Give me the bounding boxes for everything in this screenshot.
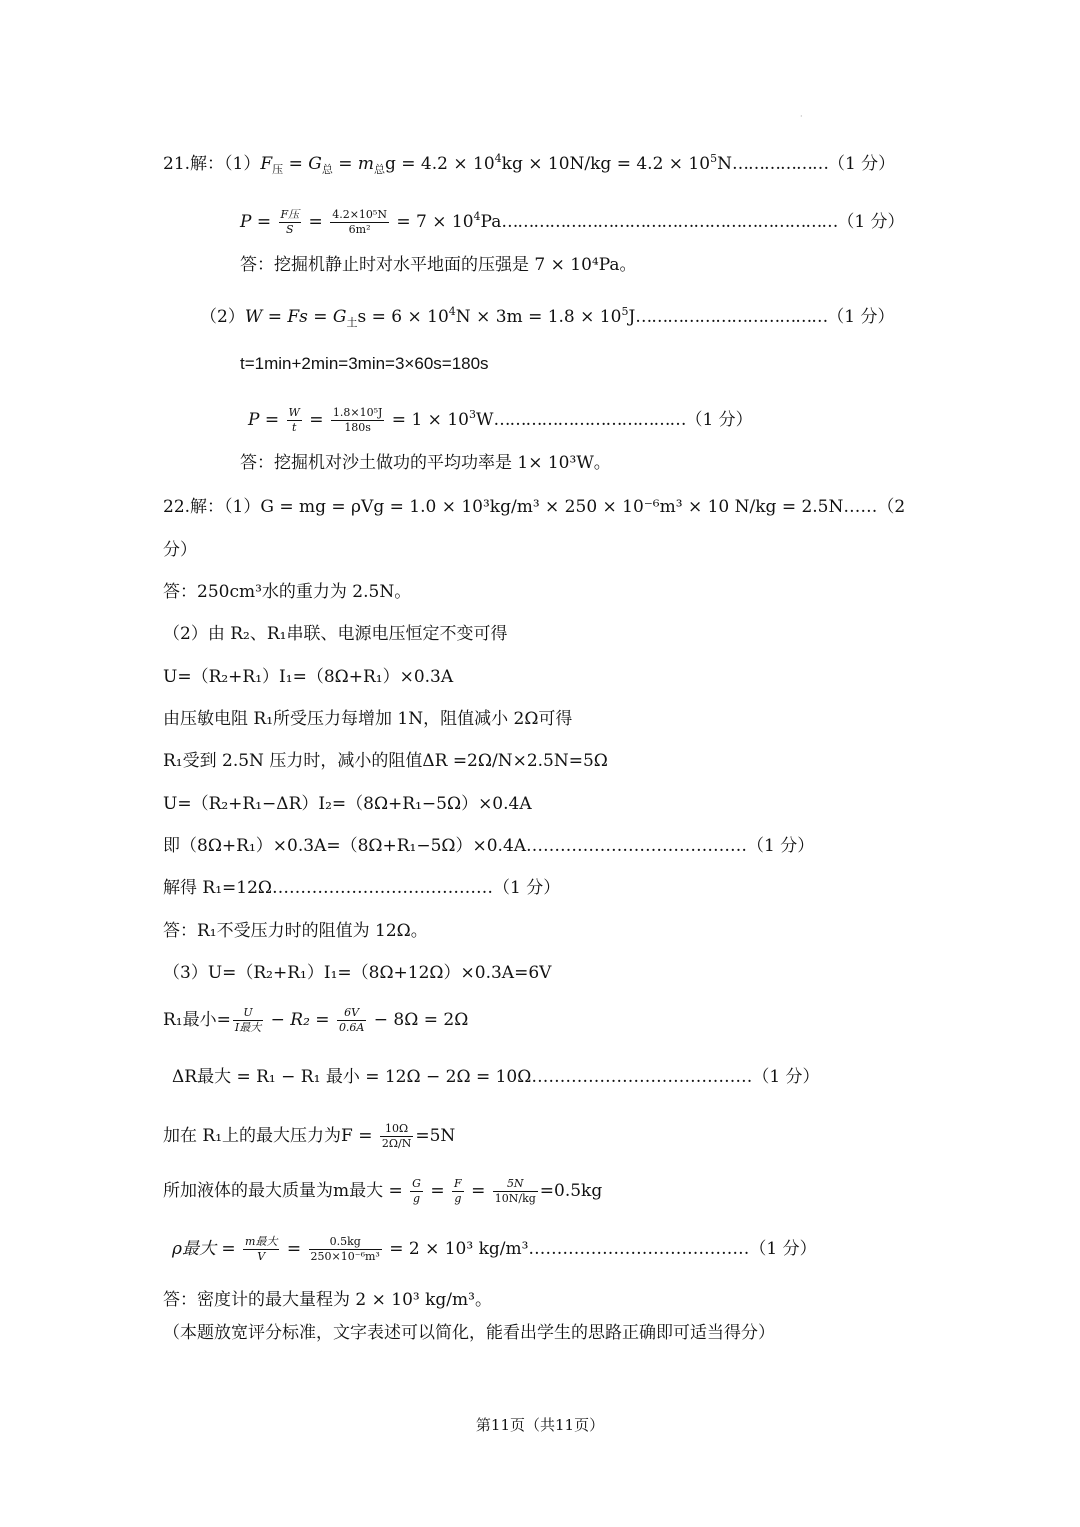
fraction-m-v	[243, 1235, 279, 1264]
q22-part2-line6: 解得 R₁=12Ω…………………………………（1 分）	[163, 878, 561, 898]
fraction-values	[493, 1177, 538, 1206]
q21-part1-num: （1）	[224, 154, 261, 174]
eq-rest3: N	[717, 154, 732, 174]
exp: 3	[468, 408, 476, 421]
fraction-g-g	[410, 1177, 423, 1206]
q22-part3-line1: （3）U=（R₂+R₁）I₁=（8Ω+12Ω）×0.3A=6V	[163, 963, 552, 983]
q22-part3-line3: ΔR最大 = R₁ − R₁ 最小 = 12Ω − 2Ω = 10Ω…………………………………（1 分）	[172, 1067, 820, 1087]
fraction-values	[330, 208, 389, 237]
den2: 6m²	[348, 223, 371, 236]
q22-part2-intro: （2）由 R₂、R₁串联、电源电压恒定不变可得	[163, 624, 508, 644]
rest2: N × 3m = 1.8 × 10	[455, 307, 622, 327]
q22-part2-line2: 由压敏电阻 R₁所受压力每增加 1N，阻值减小 2Ω可得	[163, 709, 573, 729]
fraction-f-g	[452, 1177, 464, 1206]
q22-part3-answer: 答：密度计的最大量程为 2 × 10³ kg/m³。	[163, 1290, 492, 1310]
den: I最大	[234, 1021, 262, 1034]
fraction-values	[337, 1006, 366, 1035]
exp: 4	[473, 210, 481, 223]
rest: = 7 × 10	[390, 212, 474, 232]
num2: 4.2×10⁵N	[332, 208, 387, 221]
fraction-values	[331, 406, 385, 435]
sub: 土	[346, 316, 358, 329]
q22-part2-line3: R₁受到 2.5N 压力时，减小的阻值ΔR =2Ω/N×2.5N=5Ω	[163, 751, 608, 771]
q22-part2-line1: U=（R₂+R₁）I₁=（8Ω+R₁）×0.3A	[163, 667, 454, 687]
num2: 0.5kg	[309, 1235, 382, 1250]
eq-g: = G	[283, 154, 322, 174]
rest: = 1 × 10	[386, 410, 469, 430]
sub-zong: 总	[321, 163, 333, 176]
q22-label: 22.解：	[163, 497, 225, 517]
rest3: J	[628, 307, 636, 327]
score: （1 分）	[685, 410, 753, 430]
q21-part1-eq2	[240, 200, 905, 239]
den: 2Ω/N	[381, 1137, 412, 1150]
grading-note: （本题放宽评分标准，文字表述可以简化，能看出学生的思路正确即可适当得分）	[163, 1323, 775, 1343]
rest: − 8Ω = 2Ω	[368, 1010, 469, 1030]
exp1: 4	[494, 152, 502, 165]
rest: = 2 × 10³ kg/m³…………………………………（1 分）	[383, 1239, 817, 1259]
den2: 180s	[344, 421, 371, 434]
lhs-p: P =	[240, 212, 277, 232]
den3: 10N/kg	[494, 1192, 536, 1205]
num: F压	[280, 208, 300, 221]
q22-part2-answer: 答：R₁不受压力时的阻值为 12Ω。	[163, 921, 428, 941]
exp1: 4	[448, 305, 456, 318]
q21-part1-answer: 答：挖掘机静止时对水平地面的压强是 7 × 10⁴Pa。	[240, 255, 637, 275]
eq: （1）G = mg = ρVg = 1.0 × 10³kg/m³ × 250 × 10⁻⁶m³ × 10 N/kg = 2.5N……（2	[224, 497, 906, 517]
rest: =5N	[415, 1126, 456, 1146]
exp2: 5	[621, 305, 629, 318]
q22-part2-line5: 即（8Ω+R₁）×0.3A=（8Ω+R₁−5Ω）×0.4A…………………………………（1 分）	[163, 836, 815, 856]
var-f: F	[260, 154, 273, 174]
dots: ………………	[731, 154, 828, 174]
q22-part1-eq	[163, 496, 905, 518]
num: 10Ω	[380, 1122, 413, 1137]
q22-part3-line2	[163, 1000, 468, 1040]
unit: Pa	[480, 212, 502, 232]
num1: G	[412, 1177, 421, 1190]
rest: =0.5kg	[539, 1181, 603, 1201]
pre: 加在 R₁上的最大压力为F =	[163, 1126, 378, 1146]
corner-mark: ·	[800, 112, 803, 121]
q21-part2-eq1	[200, 301, 895, 334]
q21-part2-answer: 答：挖掘机对沙土做功的平均功率是 1× 10³W。	[240, 453, 611, 473]
fraction-u-i	[233, 1006, 263, 1035]
dots: ………………………………	[635, 307, 828, 327]
num2: 1.8×10⁵J	[332, 406, 383, 419]
pre: 所加液体的最大质量为m最大 =	[163, 1181, 409, 1201]
q22-part3-line4	[163, 1118, 455, 1154]
fraction-f-s	[279, 208, 302, 237]
eq-rest: g = 4.2 × 10	[384, 154, 495, 174]
exp2: 5	[710, 152, 718, 165]
den2: 250×10⁻⁶m³	[310, 1250, 380, 1263]
num2: F	[454, 1177, 462, 1190]
den2: g	[454, 1192, 462, 1205]
num: U	[233, 1006, 263, 1021]
dots: ………………………………	[493, 410, 686, 430]
num2: 6V	[337, 1006, 366, 1021]
sub-ya: 压	[272, 163, 284, 176]
q22-part3-line6: ρ最大 = $\frac{\text{m最大}}{V}$ = $\frac{0.5kg}{\text{250×10⁻⁶m³}}$ = 2 × 10³ kg/m³…………………………………（1 分）	[172, 1235, 817, 1263]
fraction-force	[380, 1122, 413, 1151]
score: （1 分）	[837, 212, 905, 232]
fraction-values	[309, 1235, 382, 1264]
unit: W	[475, 410, 494, 430]
eq: =	[303, 212, 329, 232]
fraction-w-t	[287, 406, 302, 435]
q21-part1-eq1	[163, 148, 895, 181]
den: t	[291, 421, 297, 434]
q22-part3-line5: 所加液体的最大质量为m最大 = $\frac{G}{g}$ = $\frac{F}{g}$ = $\frac{5N}{10N/kg}$ =0.5kg	[163, 1177, 603, 1205]
den2: 0.6A	[338, 1021, 365, 1034]
q22-part1-answer: 答：250cm³水的重力为 2.5N。	[163, 582, 412, 602]
eq-m: = m	[332, 154, 374, 174]
mid: − R₂ =	[265, 1010, 335, 1030]
q21-label: 21.解：	[163, 154, 225, 174]
rest: s = 6 × 10	[357, 307, 449, 327]
den1: V	[257, 1250, 266, 1263]
num: W	[288, 406, 300, 419]
score: （1 分）	[827, 154, 896, 174]
q21-part2-eq2	[248, 398, 753, 437]
eq-rest2: kg × 10N/kg = 4.2 × 10	[501, 154, 711, 174]
page-footer: 第11页（共11页）	[475, 1416, 605, 1434]
dots: ………………………………………………………	[501, 212, 838, 232]
q22-part2-line4: U=（R₂+R₁−ΔR）I₂=（8Ω+R₁−5Ω）×0.4A	[163, 794, 532, 814]
part: （2）	[200, 307, 245, 327]
q22-part1-eq-cont: 分）	[163, 540, 197, 560]
sub-zong2: 总	[373, 163, 385, 176]
lhs: P =	[248, 410, 285, 430]
num3: 5N	[493, 1177, 538, 1192]
pre: ρ最大 =	[172, 1239, 242, 1259]
score: （1 分）	[827, 307, 895, 327]
lhs: R₁最小=	[163, 1010, 231, 1030]
text: W = Fs = G	[244, 307, 347, 327]
den1: g	[413, 1192, 421, 1205]
eq: =	[303, 410, 329, 430]
den: S	[286, 223, 294, 236]
q21-part2-time: t=1min+2min=3min=3×60s=180s	[240, 354, 489, 373]
num1: m最大	[245, 1235, 278, 1248]
